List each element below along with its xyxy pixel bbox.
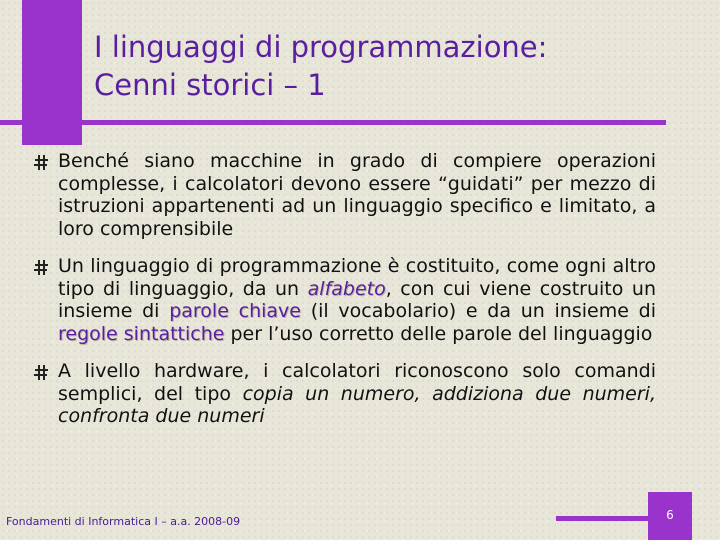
page-number: 6 [666,508,674,522]
bullet-item-1 [34,150,656,240]
footer-divider [556,516,648,521]
text-segment: per l’uso corretto delle parole del linguaggio [224,322,653,345]
bullet-icon [34,260,58,278]
bullet-icon [34,365,58,383]
bullet-list [34,150,656,443]
text-segment: (il vocabolario) e da un insieme di [300,300,656,322]
text-segment: Un linguaggio di programmazione è costituito, come ogni altro tipo di linguaggio, da un [58,255,656,300]
keyword-regole-sintattiche: regole sintattiche [58,322,225,345]
bullet-text-3 [58,360,656,428]
title-line-1: I linguaggi di programmazione: [94,30,548,64]
keyword-alfabeto: alfabeto [307,277,386,300]
slide-title [94,28,547,104]
footer-course: Fondamenti di Informatica I – a.a. 2008-09 [6,515,241,528]
header-divider [0,120,666,125]
bullet-text-2 [58,255,656,345]
text-segment: A livello hardware, i calcolatori riconoscono solo comandi semplici, del tipo [58,360,656,405]
title-line-2: Cenni storici – 1 [94,68,326,102]
example-commands: copia un numero, addiziona due numeri, confronta due numeri [58,382,656,427]
bullet-icon [34,155,58,173]
bullet-text-1: Benché siano macchine in grado di compiere operazioni complesse, i calcolatori devono essere “guidati” per mezzo di istruzioni appartenenti ad un linguaggio specifico e limitato, a loro comprensibile [58,150,656,240]
keyword-parole-chiave: parole chiave [169,300,301,322]
bullet-item-2 [34,255,656,345]
bullet-item-3 [34,360,656,428]
text-segment: , con cui viene costruito un insieme di [58,277,656,322]
